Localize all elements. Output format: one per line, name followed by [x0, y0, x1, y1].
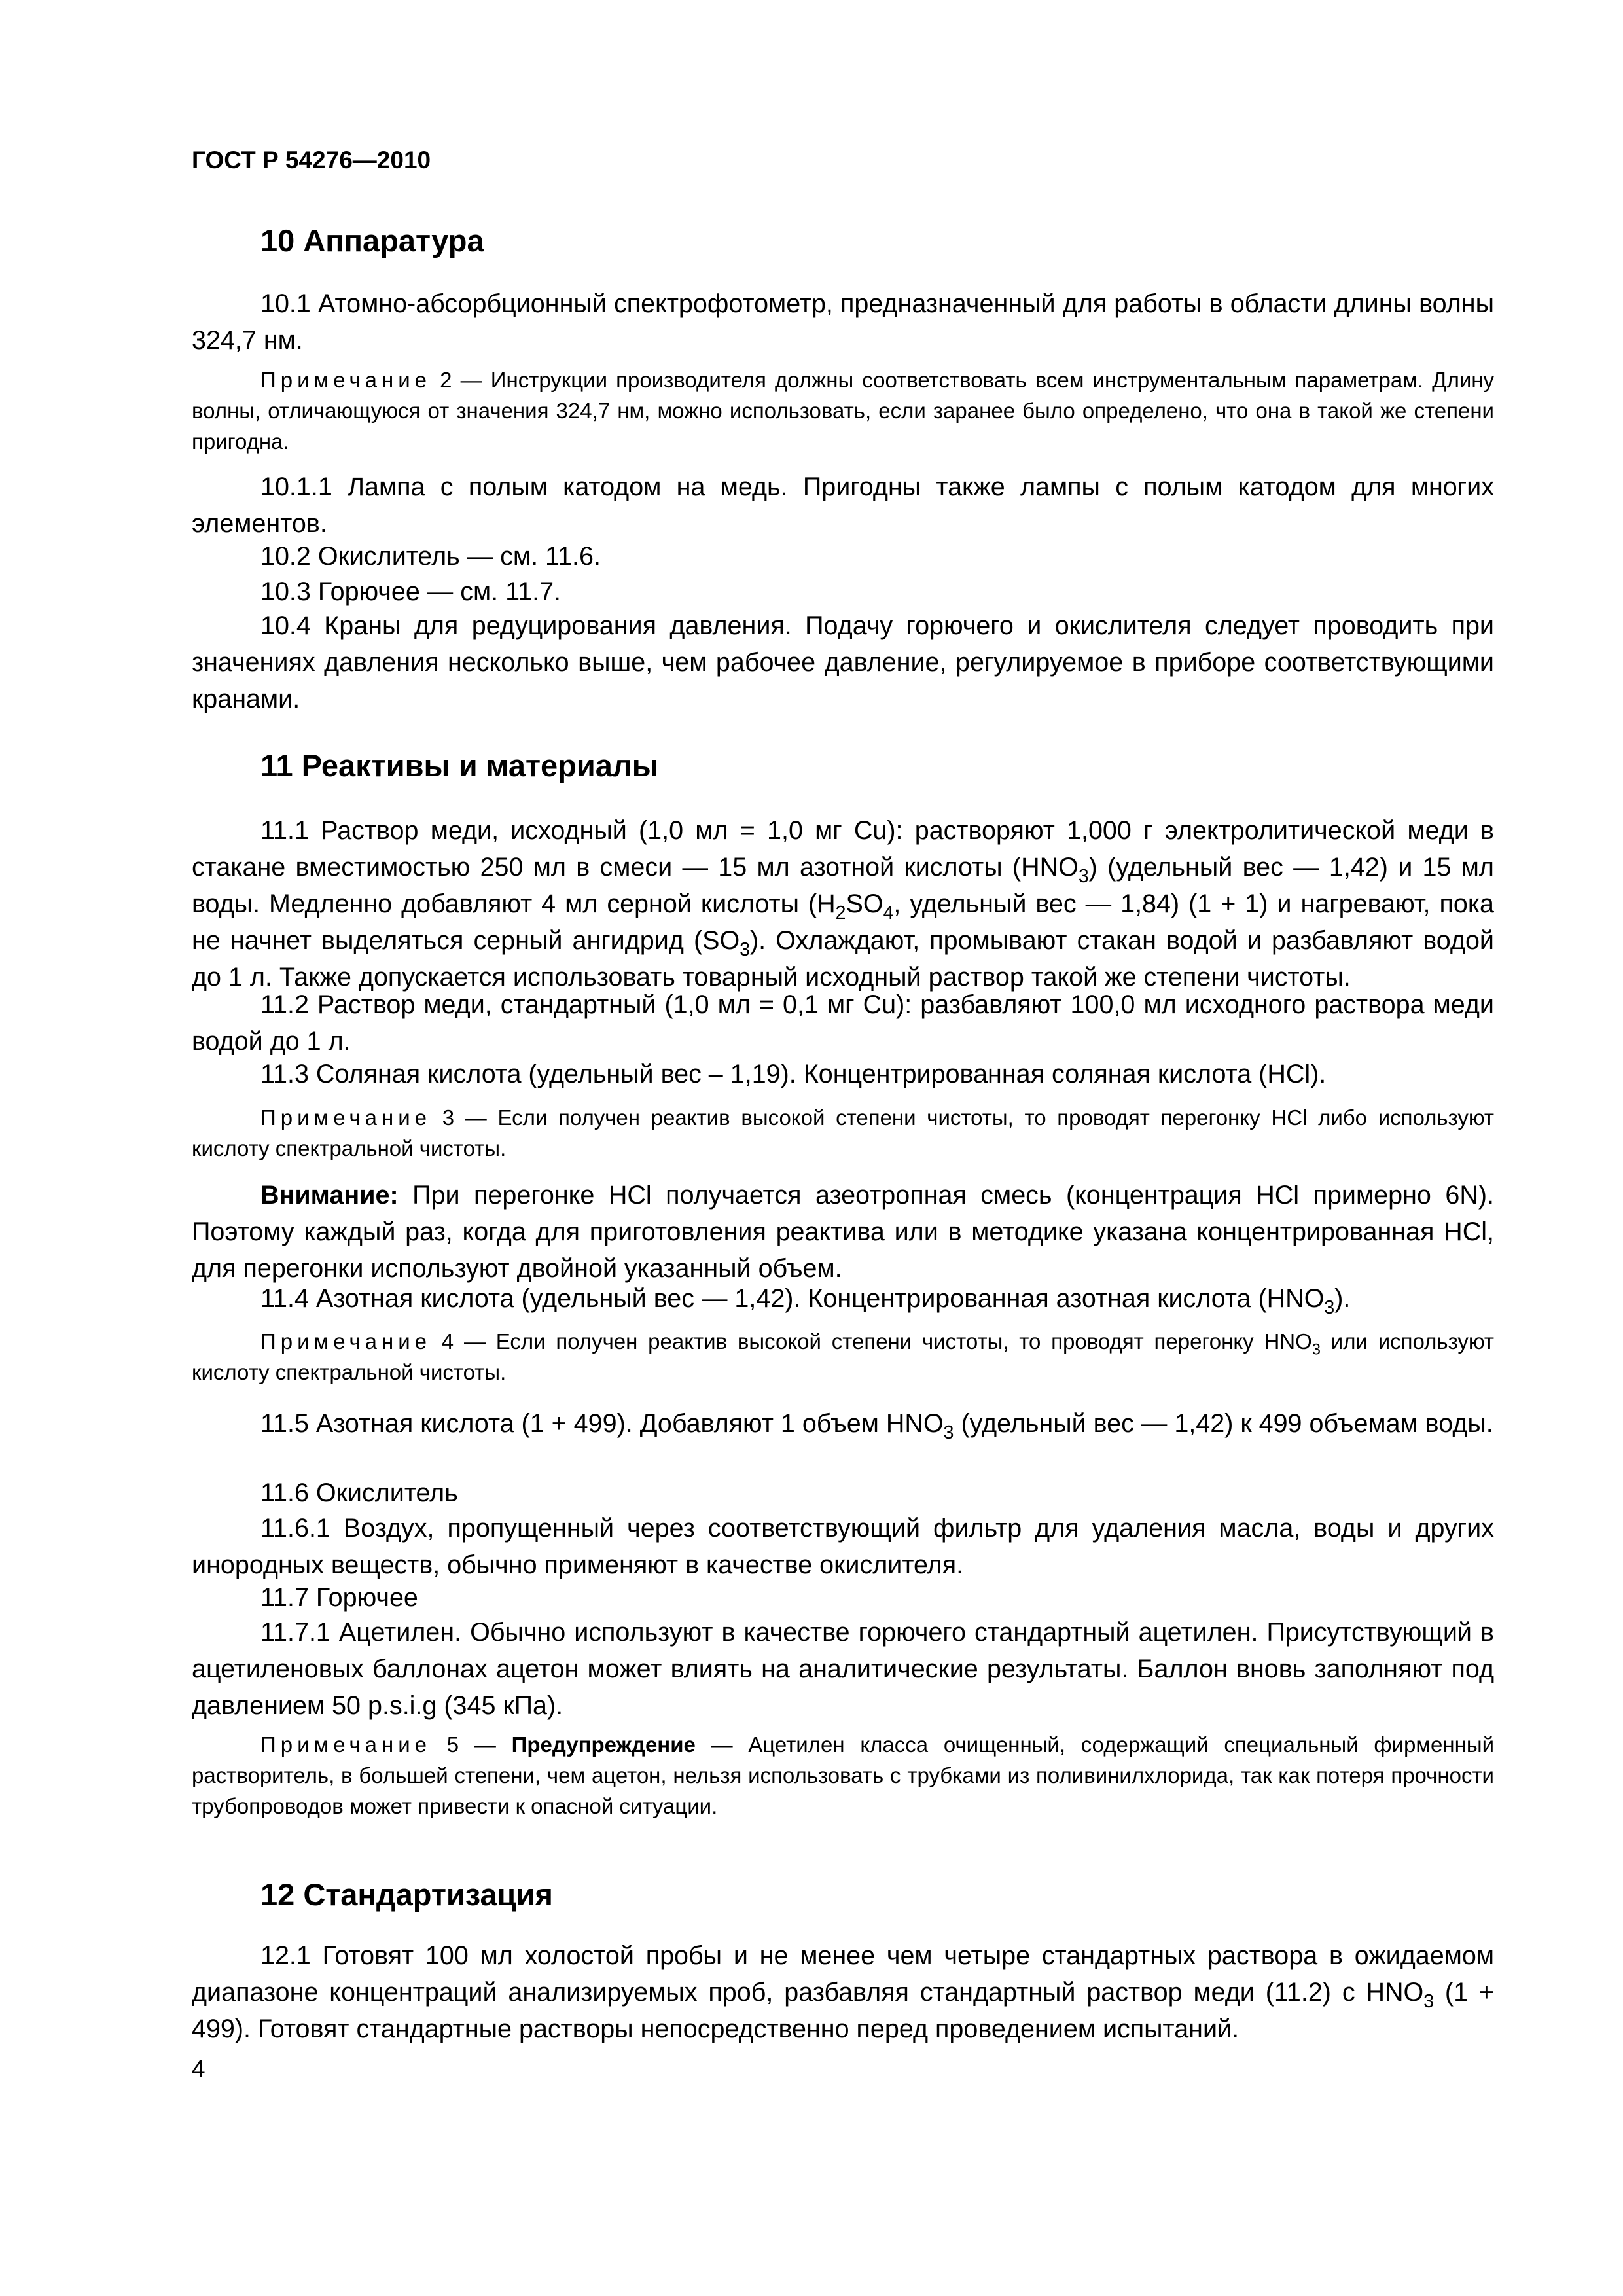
note-label: Примечание [260, 1329, 432, 1354]
warning-label: Внимание: [260, 1181, 399, 1210]
page-number: 4 [192, 2055, 205, 2082]
subscript: 3 [1078, 865, 1089, 887]
text-run: 11.1 Раствор меди, исходный (1,0 мл = 1,0 мг Cu): растворяют 1,000 г электролитической меди в стакане вместимостью 250 мл в смеси — 15 мл азотной кислоты (HNO [192, 816, 1494, 882]
para-11-1 [192, 812, 1494, 996]
para-10-2: 10.2 Окислитель — см. 11.6. [260, 542, 601, 571]
text-run: (удельный вес — 1,42) к 499 объемам воды. [954, 1409, 1493, 1438]
note-text: 3 — Если получен реактив высокой степени чистоты, то проводят перегонку HCl либо используют кислоту спектральной чистоты. [192, 1105, 1494, 1160]
note-4 [192, 1326, 1494, 1388]
text-run: 4 — Если получен реактив высокой степени чистоты, то проводят перегонку HNO [431, 1329, 1312, 1354]
para-10-4: 10.4 Краны для редуцирования давления. Подачу горючего и окислителя следует проводить при значениях давления несколько выше, чем рабочее давление, регулируемое в приборе соответствующими кранами. [192, 611, 1494, 713]
text-run: 5 — [431, 1732, 512, 1757]
subscript: 3 [943, 1422, 954, 1443]
standard-header: ГОСТ Р 54276—2010 [192, 147, 431, 173]
para-11-5 [192, 1405, 1494, 1442]
para-11-7: 11.7 Горючее [260, 1583, 418, 1612]
text-run: (1 + 499). Готовят стандартные растворы непосредственно перед проведением испытаний. [192, 1978, 1494, 2043]
subscript: 3 [1311, 1340, 1321, 1359]
text-run: 12.1 Готовят 100 мл холостой пробы и не менее чем четыре стандартных раствора в ожидаемом диапазоне концентраций анализируемых проб, разбавляя стандартный раствор меди (11.2) с HNO [192, 1941, 1494, 2007]
text-run: 11.4 Азотная кислота (удельный вес — 1,42). Концентрированная азотная кислота (HNO [260, 1284, 1325, 1313]
note-label: Примечание [260, 368, 432, 392]
subscript: 3 [740, 939, 751, 960]
para-11-2: 11.2 Раствор меди, стандартный (1,0 мл = 0,1 мг Cu): разбавляют 100,0 мл исходного раствора меди водой до 1 л. [192, 990, 1494, 1056]
text-run: ) (удельный вес — 1,42) и 15 мл воды. Медленно добавляют 4 мл серной кислоты (H [192, 853, 1494, 918]
note-label: Примечание [260, 1732, 432, 1757]
subscript: 3 [1423, 1990, 1435, 2012]
note-label: Примечание [260, 1105, 432, 1130]
note-text: 2 — Инструкции производителя должны соответствовать всем инструментальным параметрам. Длину волны, отличающуюся от значения 324,7 нм, можно использовать, если заранее было определено, что она в такой же степени пригодна. [192, 368, 1494, 454]
text-run: — Ацетилен класса очищенный, содержащий специальный фирменный растворитель, в большей степени, чем ацетон, нельзя использовать с трубками из поливинилхлорида, так как потеря прочности трубопроводов может привести к опасной ситуации. [192, 1732, 1495, 1818]
para-11-7-1: 11.7.1 Ацетилен. Обычно используют в качестве горючего стандартный ацетилен. Присутствующий в ацетиленовых баллонах ацетон может влиять на аналитические результаты. Баллон вновь заполняют под давлением 50 p.s.i.g (345 кПа). [192, 1618, 1494, 1720]
warning-text: При перегонке HCl получается азеотропная смесь (концентрация HCl примерно 6N). Поэтому каждый раз, когда для приготовления реактива или в методике указана концентрированная HCl, для перегонки используют двойной указанный объем. [192, 1181, 1494, 1283]
note-bold: Предупреждение [511, 1732, 696, 1757]
para-11-4 [192, 1280, 1494, 1317]
section-10-title: 10 Аппаратура [260, 223, 484, 258]
section-11-title: 11 Реактивы и материалы [260, 748, 658, 783]
subscript: 3 [1324, 1297, 1335, 1318]
note-5 [192, 1729, 1494, 1821]
note-3 [192, 1102, 1494, 1164]
warning-paragraph [192, 1177, 1494, 1287]
para-12-1 [192, 1937, 1494, 2047]
subscript: 4 [883, 902, 894, 924]
text-run: 11.5 Азотная кислота (1 + 499). Добавляют 1 объем HNO [260, 1409, 944, 1438]
para-10-1-1: 10.1.1 Лампа с полым катодом на медь. Пригодны также лампы с полым катодом для многих элементов. [192, 473, 1494, 538]
para-11-6: 11.6 Окислитель [260, 1479, 458, 1507]
note-2 [192, 365, 1494, 457]
text-run: или используют кислоту спектральной чистоты. [192, 1329, 1494, 1384]
para-11-3: 11.3 Соляная кислота (удельный вес – 1,19). Концентрированная соляная кислота (HCl). [260, 1060, 1327, 1088]
para-11-6-1: 11.6.1 Воздух, пропущенный через соответствующий фильтр для удаления масла, воды и других инородных веществ, обычно применяют в качестве окислителя. [192, 1514, 1494, 1579]
text-run: ). [1334, 1284, 1351, 1313]
text-run: SO [846, 889, 883, 918]
para-10-1: 10.1 Атомно-абсорбционный спектрофотометр, предназначенный для работы в области длины волны 324,7 нм. [192, 289, 1494, 355]
text-run: ). Охлаждают, промывают стакан водой и разбавляют водой до 1 л. Также допускается использовать товарный исходный раствор такой же степени чистоты. [192, 926, 1494, 992]
section-12-title: 12 Стандартизация [260, 1877, 553, 1912]
para-10-3: 10.3 Горючее — см. 11.7. [260, 577, 562, 606]
subscript: 2 [835, 902, 846, 924]
text-run: , удельный вес — 1,84) (1 + 1) и нагревают, пока не начнет выделяться серный ангидрид (SO [192, 889, 1494, 955]
